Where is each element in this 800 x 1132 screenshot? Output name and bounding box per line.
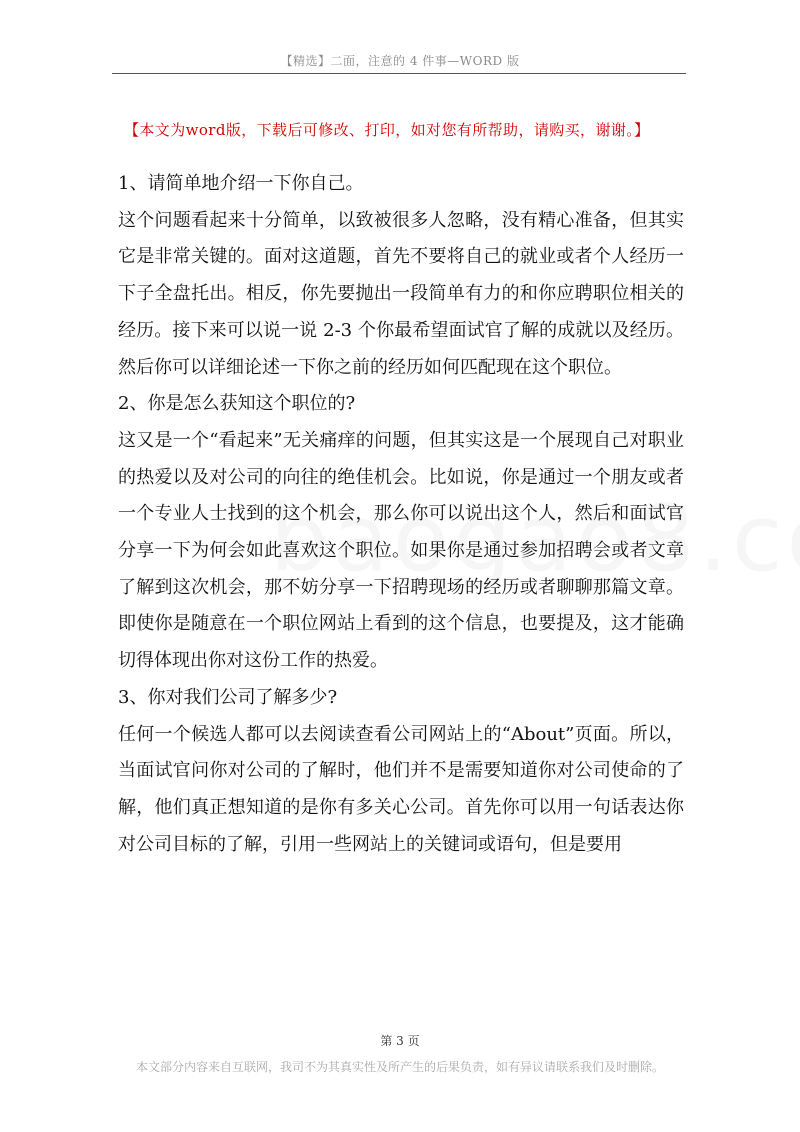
footer-disclaimer: 本文部分内容来自互联网，我司不为其真实性及所产生的后果负责，如有异议请联系我们及时删除。 <box>135 1060 664 1074</box>
section-2-heading: 2、你是怎么获知这个职位的? <box>118 393 356 415</box>
document-body <box>118 166 684 863</box>
section-3-heading: 3、你对我们公司了解多少? <box>118 686 338 708</box>
download-notice: 【本文为word版，下载后可修改、打印，如对您有所帮助，请购买，谢谢。】 <box>124 121 650 139</box>
header-divider <box>112 73 686 74</box>
section-1-heading: 1、请简单地介绍一下你自己。 <box>118 173 364 194</box>
section-1-body: 这个问题看起来十分简单，以致被很多人忽略，没有精心准备，但其实它是非常关键的。面对这道题，首先不要将自己的就业或者个人经历一下子全盘托出。相反，你先要抛出一段简单有力的和你应聘职位相关的经历。接下来可以说一说 2-3 个你最希望面试官了解的成就以及经历。然后你可以详细论述一下你之前的经历如何匹配现在这个职位。 <box>118 209 684 378</box>
section-3-body: 任何一个候选人都可以去阅读查看公司网站上的“About”页面。所以，当面试官问你对公司的了解时，他们并不是需要知道你对公司使命的了解，他们真正想知道的是你有多关心公司。首先你可以用一句话表达你对公司目标的了解，引用一些网站上的关键词或语句，但是要用 <box>118 723 684 855</box>
page-number: 第 3 页 <box>380 1034 420 1048</box>
page-header-title: 【精选】二面，注意的 4 件事—WORD 版 <box>280 54 520 68</box>
section-2-body: 这又是一个“看起来”无关痛痒的问题，但其实这是一个展现自己对职业的热爱以及对公司的向往的绝佳机会。比如说，你是通过一个朋友或者一个专业人士找到的这个机会，那么你可以说出这个人，然后和面试官分享一下为何会如此喜欢这个职位。如果你是通过参加招聘会或者文章了解到这次机会，那不妨分享一下招聘现场的经历或者聊聊那篇文章。即使你是随意在一个职位网站上看到的这个信息，也要提及，这才能确切得体现出你对这份工作的热爱。 <box>118 429 684 672</box>
